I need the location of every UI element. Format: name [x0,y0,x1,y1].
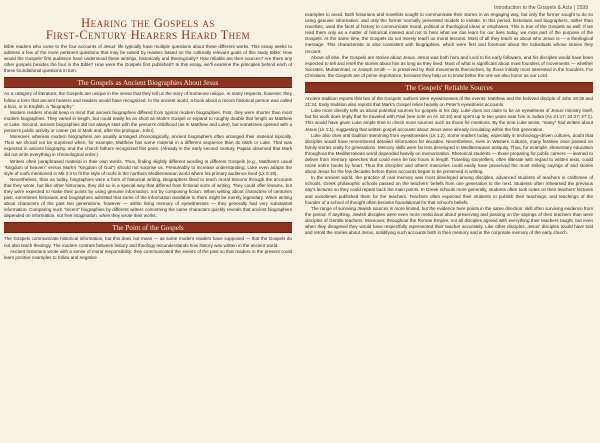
paragraph: Luke also cites oral tradition stemming from eyewitnesses (Lk 1:2). Some readers today, especially in technology-driven cultures, doubt that disciples would have remembered detailed information for decades. Nevertheless, even in Western cultures, many families once passed on family stories orally for generations. Memory skills were far less developed in Mediterranean antiquity. Thus, for example, elementary education throughout the Mediterranean world depended heavily on memorization. Rhetorical students — those preparing for public careers — learned to deliver from memory speeches that could even be two hours in length. Traveling storytellers, often illiterate with regard to written texts, could recite entire books by heart. Thus the disciples' and others' memories could easily have preserved the most striking sayings of and stories about Jesus for the few decades before these accounts began to be preserved in writing. [305,132,593,175]
paragraph: examples to avoid. Both historians and novelists sought to communicate their stories in an engaging way, but only the former sought to do so using genuine information, and only the former normally presented models to imitate. In this period, historians and biographers, rather than novelists, used the facts of history to communicate moral, political or theological ideas or emphases. This is true of the Gospels as well. If we read them only as a matter of historical interest and not to hear what we can learn for our lives today, we miss part of the purpose of the Gospels. At the same time, the Gospels do not merely teach us moral lessons. Most of all they teach us about who Jesus is — a theological message. This characteristic is also consistent with biographies, which were first and foremost about the individuals whose stories they recount. [305,12,593,54]
section-heading-point: The Point of the Gospels [4,222,292,233]
paragraph: Writers often paraphrased material in their own words. Thus, finding slightly different wording in different Gospels (e.g., Matthew's usual "kingdom of heaven" versus Mark's "kingdom of God") should not surprise us. Presumably to increase understanding, Luke even adapts the style of roofs mentioned in Mk 2:4 to fit the style of roofs in the northern Mediterranean world where his primary audience lived (Lk 5:19). [4,158,292,176]
paragraph: The Gospels communicate historical information, but this does not mean — as some modern readers have supposed — that the Gospels do not also teach theology. The modern contrast between history and theology misunderstands how history was written in the ancient world. [4,236,292,248]
page-title [4,17,292,41]
intro-paragraph: Bible readers who come to the four accounts of Jesus' life typically have multiple questions about these different works. This essay seeks to address a few of the more pertinent questions that may be raised by readers based on the culturally relevant goals of this study Bible: How would the Gospels' first audience have understood these writings, historically and theologically? How reliable are their sources? Are there any other gospels besides the four in the Bible? How were the Gospels first published? In this essay, we'll examine the principles behind each of these foundational questions in turn. [4,44,292,74]
paragraph: Modern readers should keep in mind that ancient biographies differed from typical modern biographies. First, they were shorter than most modern biographies. They varied in length, but could easily be as short as Mark's Gospel or expand to roughly double that length as Matthew or Luke. Second, ancient biographies did not always start with the person's childhood (as in Matthew and Luke), but sometimes opened with a person's public activity or career (as in Mark and, after the prologue, John). [4,109,292,134]
left-column [4,12,292,261]
paragraph: Nevertheless, than as today, biographies were a form of historical writing. Biographers liked to teach moral lessons through the accounts that they wrote, but like other historians, they did so in a special way that differed from fictional sorts of writing. They could offer lessons, but they were expected to make their points by using genuine information, not by composing fiction. When writing about characters of centuries past, sometimes historians and biographers admitted that some of the information available to them might be merely legendary. When writing about characters of the past two generations, however — within living memory of eyewitnesses — they generally had very substantial information. Comparing such "recent" biographies by different writers concerning the same characters quickly reveals that ancient biographers depended on information, not free imagination, when they wrote their works. [4,176,292,219]
running-head: Introduction to the Gospels & Acts | 1599 [494,5,588,11]
paragraph: Luke more directly tells us about potential sources for gospels in his day. Luke does not claim to be an eyewitness of Jesus' ministry itself, but his work does imply that he traveled with Paul (see note on Ac 16:10) and spent up to two years near him in Judea (Ac 21:17; 24:27; 27:1). This would have given Luke ample time to check more sources such as those he mentions. By the time Luke wrote, "many" had written about Jesus (Lk 1:1), suggesting that written gospel accounts about Jesus were already circulating within the first generation. [305,108,593,132]
paragraph: In the ancient world, the practice of oral memory was most developed among disciples, advanced students of teachers in craftsmen of schools. Greek philosophic schools passed on the teachers' beliefs from one generation to the next. Students often rehearsed the previous day's lectures so they could repeat back the main points. In Greek schools more generally, students often took notes on their teachers' lectures and sometimes published them for the teachers. Teachers often expected their students to publish their teachings, and teachings of the founder of a school of thought often became foundational for that school's beliefs. [305,175,593,205]
section-heading-sources: The Gospels' Reliable Sources [305,82,593,93]
section-heading-biographies: The Gospels as Ancient Biographies About Jesus [4,77,292,88]
title-line-1: Hearing the Gospels as [81,16,215,30]
paragraph: Moreover, whereas modern biographers are usually arranged chronologically, ancient biographers often arranged their material topically. Thus we should not be surprised when, for example, Matthew has some material in a different sequence than do Mark or Luke. That was expected in ancient biography, and the church fathers recognized this point. (Already in the early second century, Papias observed that Mark did not write everything in chronological order.) [4,134,292,158]
paragraph: Above all else, the Gospels are stories about Jesus. Jesus was both hero and Lord to his early followers, and his disciples would have been expected to tell and retell the stories about him as long as they lived. Most of what is significant about most founders of movements — whether Socrates, Muhammad, or Joseph Smith — is preserved by their movements themselves, by those initially most interested in the founders. For Christians, the Gospels are of prime importance, because they help us to know better the one we also honor as our Lord. [305,54,593,78]
paragraph: Ancient historians wrote with a sense of moral responsibility: they communicated the events of the past so that readers in the present could learn positive examples to follow and negative [4,248,292,260]
paragraph: The range of surviving Jewish sources is more limited, but the evidence here points in the same direction: skill often surviving evidence from the period. If anything, Jewish disciples were even more meticulous about preserving and passing on the sayings of their teachers than were disciples of Gentile teachers. Moreover, throughout the Roman Empire, not all disciples agreed with everything their teachers taught, but even when they disagreed they would have respectfully represented their teacher accurately. Like other disciples, Jesus' disciples would have told and retold the stories about Jesus, solidifying such accounts both in their memory and in the corporate memory of the early church. [305,205,593,236]
paragraph: As a category of literature, the Gospels are unique in the sense that they tell us the story of Someone unique. In many respects, however, they follow a form that ancient hearers and readers would have recognized. In the ancient world, a book about a recent historical person was called a bios, or in English, a "biography." [4,91,292,109]
title-line-2: First-Century Hearers Heard Them [45,28,251,42]
right-column [305,12,593,236]
paragraph: Ancient tradition reports that two of the Gospels' authors were eyewitnesses of the events: Matthew and the beloved disciple of John 19:35 and 21:24. Early tradition also reports that Mark's Gospel relies heavily on Peter's eyewitness accounts. [305,96,593,108]
